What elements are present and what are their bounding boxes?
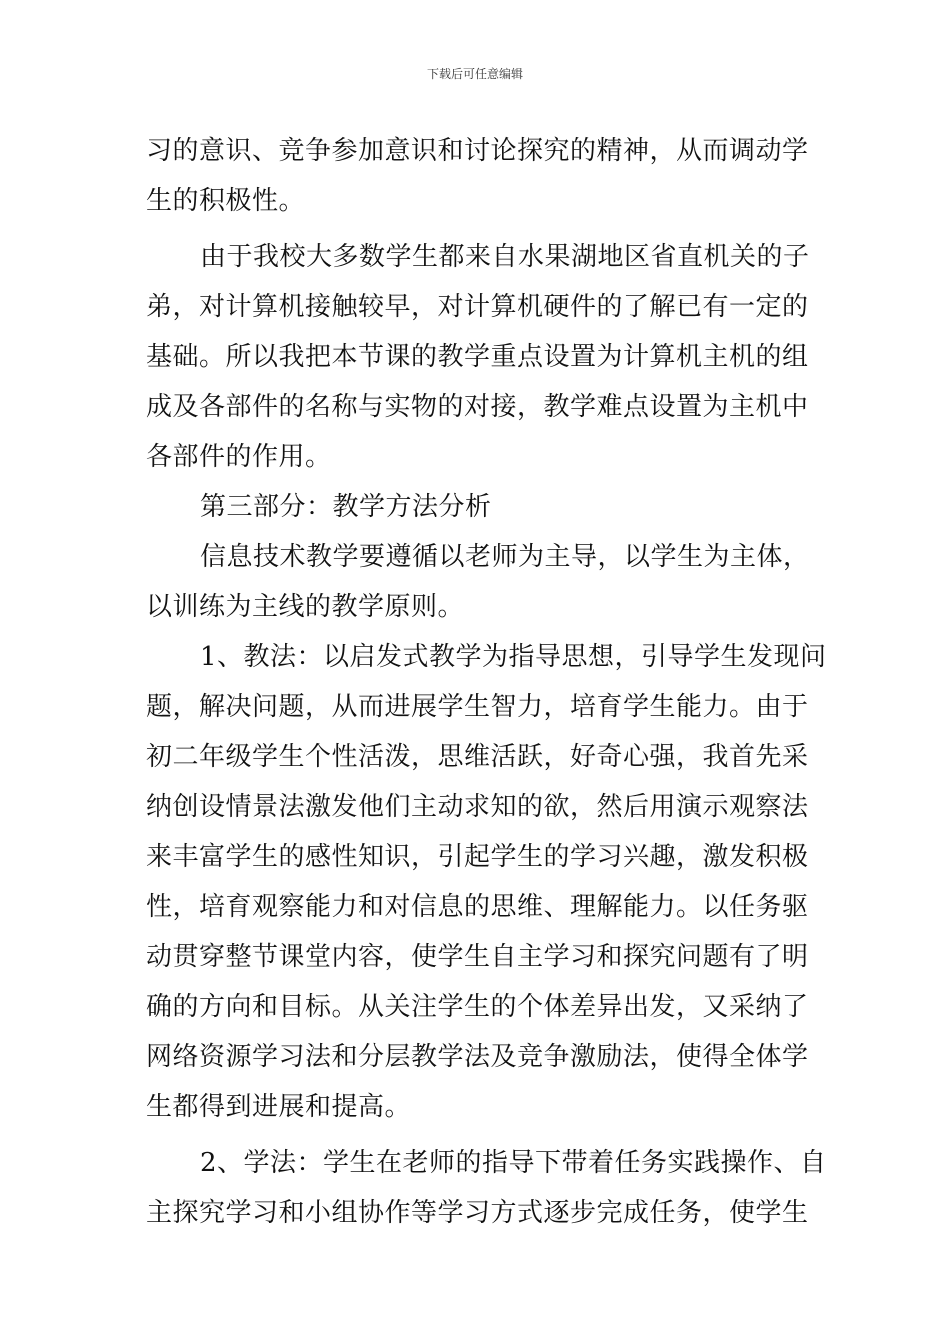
paragraph-5 <box>146 1138 827 1238</box>
page-header: 下载后可任意编辑 <box>426 67 523 81</box>
document-body <box>146 126 827 1238</box>
text-line: 2、学法：学生在老师的指导下带着任务实践操作、自 <box>200 1148 827 1178</box>
text-line: 性，培育观察能力和对信息的思维、理解能力。以任务驱 <box>146 892 809 922</box>
text-line: 习的意识、竞争参加意识和讨论探究的精神，从而调动学 <box>146 136 809 166</box>
section-heading <box>146 482 810 532</box>
text-line: 由于我校大多数学生都来自水果湖地区省直机关的子 <box>200 242 810 272</box>
text-line: 网络资源学习法和分层教学法及竞争激励法，使得全体学 <box>146 1042 809 1072</box>
text-line: 纳创设情景法激发他们主动求知的欲，然后用演示观察法 <box>146 792 809 822</box>
paragraph-2 <box>146 232 810 482</box>
text-line: 第三部分：教学方法分析 <box>200 492 492 522</box>
text-line: 确的方向和目标。从关注学生的个体差异出发，又采纳了 <box>146 992 809 1022</box>
paragraph-3 <box>146 532 810 632</box>
text-line: 动贯穿整节课堂内容，使学生自主学习和探究问题有了明 <box>146 942 809 972</box>
paragraph-4 <box>146 632 827 1132</box>
text-line: 主探究学习和小组协作等学习方式逐步完成任务，使学生 <box>146 1198 809 1228</box>
text-line: 各部件的作用。 <box>146 442 332 472</box>
text-line: 生都得到进展和提高。 <box>146 1092 412 1122</box>
text-line: 生的积极性。 <box>146 186 306 216</box>
text-line: 以训练为主线的教学原则。 <box>146 592 465 622</box>
text-line: 1、教法：以启发式教学为指导思想，引导学生发现问 <box>200 642 827 672</box>
text-line: 来丰富学生的感性知识，引起学生的学习兴趣，激发积极 <box>146 842 809 872</box>
text-line: 弟，对计算机接触较早，对计算机硬件的了解已有一定的 <box>146 292 809 322</box>
text-line: 信息技术教学要遵循以老师为主导，以学生为主体， <box>200 542 810 572</box>
text-line: 初二年级学生个性活泼，思维活跃，好奇心强，我首先采 <box>146 742 809 772</box>
text-line: 基础。所以我把本节课的教学重点设置为计算机主机的组 <box>146 342 809 372</box>
paragraph-1 <box>146 126 810 226</box>
text-line: 成及各部件的名称与实物的对接，教学难点设置为主机中 <box>146 392 809 422</box>
text-line: 题，解决问题，从而进展学生智力，培育学生能力。由于 <box>146 692 809 722</box>
